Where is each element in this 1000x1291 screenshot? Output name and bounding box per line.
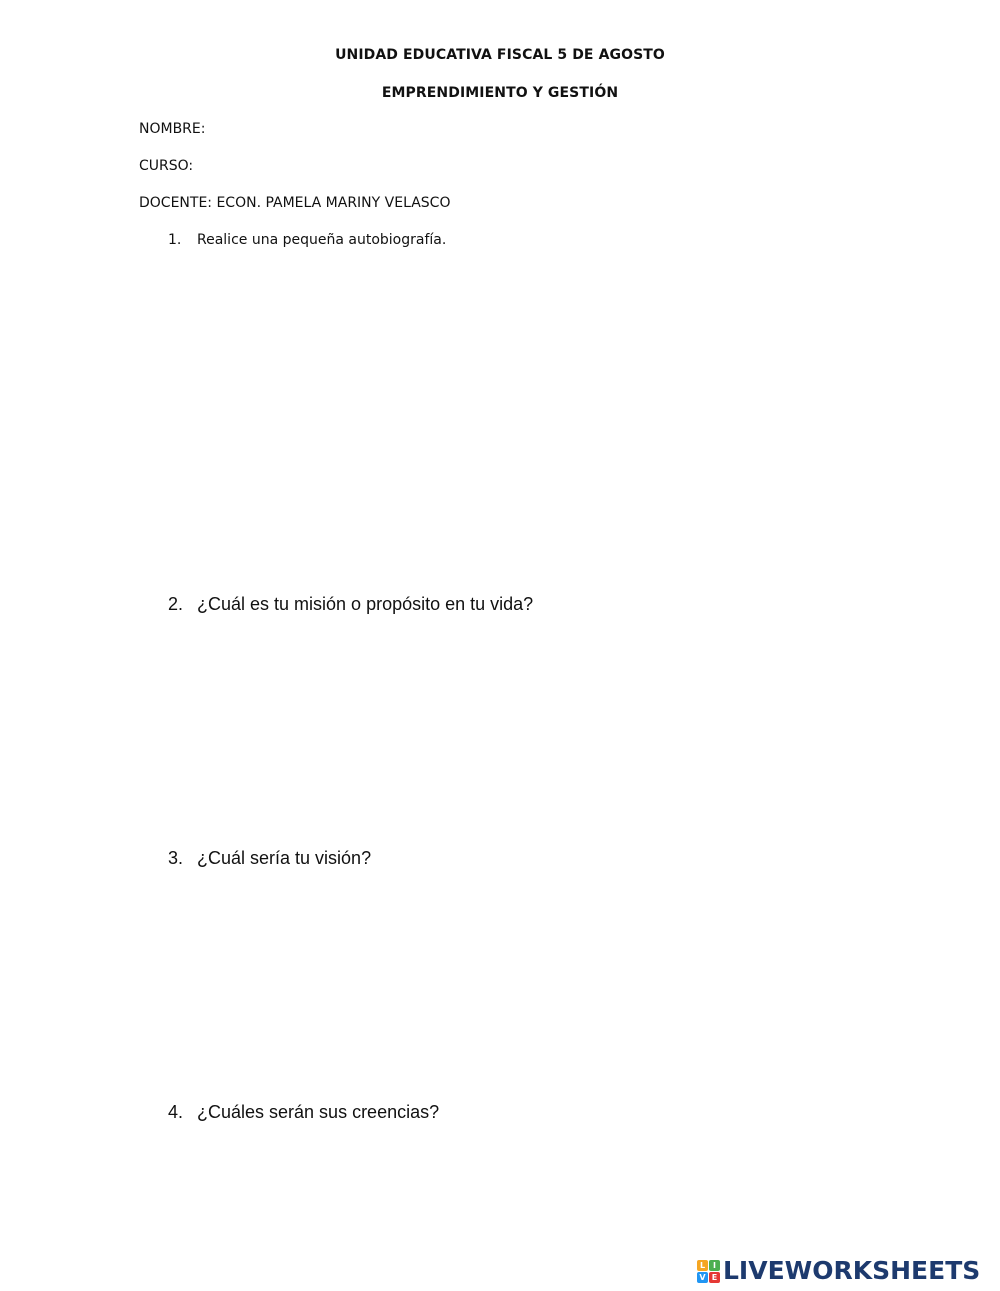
subject-title: EMPRENDIMIENTO Y GESTIÓN xyxy=(381,85,619,101)
logo-mark-icon xyxy=(697,1260,720,1283)
logo-letter-i: I xyxy=(709,1260,720,1271)
question-3 xyxy=(168,848,371,869)
liveworksheets-logo xyxy=(697,1257,980,1285)
question-3-text: ¿Cuál sería tu visión? xyxy=(197,848,372,868)
question-2-text: ¿Cuál es tu misión o propósito en tu vida? xyxy=(197,594,534,614)
question-1-text: Realice una pequeña autobiografía. xyxy=(197,232,447,248)
question-4-text: ¿Cuáles serán sus creencias? xyxy=(197,1102,440,1122)
logo-letter-e: E xyxy=(709,1272,720,1283)
logo-letter-v: V xyxy=(697,1272,708,1283)
question-4 xyxy=(168,1102,439,1123)
teacher-line: DOCENTE: ECON. PAMELA MARINY VELASCO xyxy=(139,195,451,211)
question-2-number: 2. xyxy=(168,594,184,614)
question-4-number: 4. xyxy=(168,1102,184,1122)
course-field-label: CURSO: xyxy=(139,158,194,174)
question-2 xyxy=(168,594,533,615)
logo-wordmark: LIVEWORKSHEETS xyxy=(723,1256,981,1285)
question-3-number: 3. xyxy=(168,848,184,868)
question-1-number: 1. xyxy=(168,232,182,248)
logo-letter-l: L xyxy=(697,1260,708,1271)
question-1 xyxy=(168,232,446,248)
school-title: UNIDAD EDUCATIVA FISCAL 5 DE AGOSTO xyxy=(335,47,665,63)
name-field-label: NOMBRE: xyxy=(139,121,206,137)
